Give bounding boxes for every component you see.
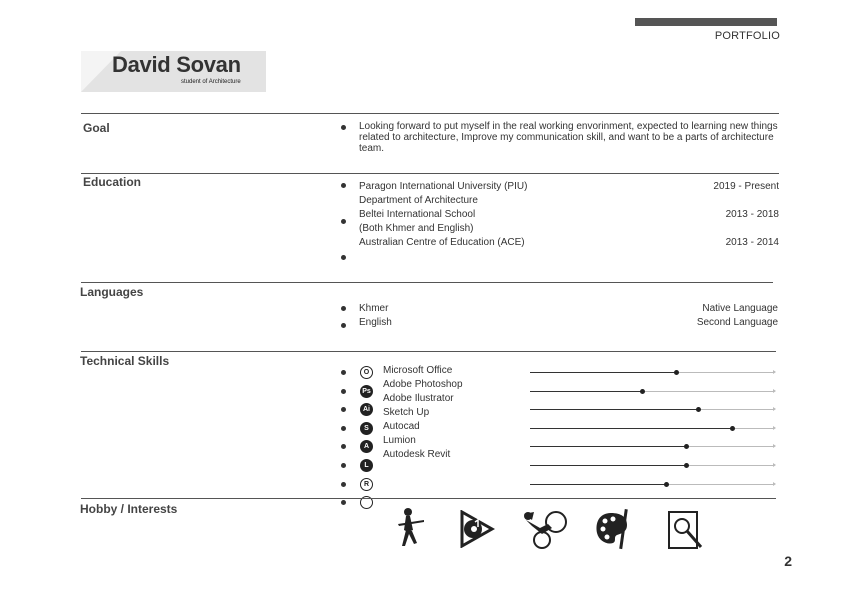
painting-palette-icon [593, 507, 633, 551]
header-accent-bar [635, 18, 777, 26]
skill-name: Adobe Photoshop [383, 379, 463, 390]
skill-level-fill [530, 372, 676, 373]
education-detail: (Both Khmer and English) [359, 223, 474, 234]
language-name: Khmer [359, 303, 389, 314]
skill-name: Adobe Ilustrator [383, 393, 454, 404]
language-name: English [359, 317, 392, 328]
lumion-icon: L [360, 459, 373, 472]
skill-level-marker [696, 407, 701, 412]
divider-languages [81, 282, 773, 283]
skill-name: Microsoft Office [383, 365, 453, 376]
skill-level-fill [530, 446, 686, 447]
education-school: Paragon International University (PIU) [359, 181, 528, 192]
languages-title: Languages [80, 285, 144, 299]
skill-track-end [773, 389, 776, 393]
skill-bullet [341, 444, 346, 449]
skill-level-marker [664, 482, 669, 487]
goal-text: Looking forward to put myself in the real working envorinment, expected to learning new things related to architecture, Improve my communication skill, and want to be a parts of architecture team. [359, 121, 778, 154]
person-name: David Sovan [112, 52, 241, 77]
autocad-icon: A [360, 440, 373, 453]
skill-bullet [341, 370, 346, 375]
divider-hobby [81, 498, 776, 499]
skill-track-end [773, 463, 776, 467]
skill-track-end [773, 444, 776, 448]
skill-level-marker [730, 426, 735, 431]
divider-skills [81, 351, 776, 352]
education-school: Australian Centre of Education (ACE) [359, 237, 525, 248]
divider-education [81, 173, 779, 174]
photoshop-icon: Ps [360, 385, 373, 398]
divider-goal [81, 113, 779, 114]
skill-track-end [773, 426, 776, 430]
education-bullet [341, 183, 346, 188]
language-bullet [341, 306, 346, 311]
skill-track-end [773, 370, 776, 374]
person-subtitle: student of Architecture [181, 79, 241, 85]
skill-level-fill [530, 391, 642, 392]
language-bullet [341, 323, 346, 328]
skills-title: Technical Skills [80, 354, 170, 368]
skill-level-fill [530, 409, 698, 410]
skill-level-marker [674, 370, 679, 375]
skill-track-end [773, 482, 776, 486]
skill-level-fill [530, 428, 732, 429]
music-play-icon [459, 510, 495, 548]
education-school: Beltei International School [359, 209, 476, 220]
language-level: Second Language [696, 317, 778, 328]
revit-icon: R [360, 478, 373, 491]
education-bullet [341, 255, 346, 260]
skill-bullet [341, 389, 346, 394]
skill-bullet [341, 500, 346, 505]
skill-level-marker [684, 463, 689, 468]
skill-level-marker [684, 444, 689, 449]
goal-bullet [341, 125, 346, 130]
skill-bullet [341, 426, 346, 431]
magnifier-icon [667, 510, 705, 550]
sketchup-icon: S [360, 422, 373, 435]
skill-name: Autocad [383, 421, 420, 432]
education-title: Education [83, 175, 142, 189]
office-icon: O [360, 366, 373, 379]
guitar-player-icon [394, 506, 428, 548]
portfolio-label: PORTFOLIO [714, 30, 780, 42]
skill-level-fill [530, 465, 686, 466]
skill-name: Lumion [383, 435, 416, 446]
language-level: Native Language [702, 303, 778, 314]
illustrator-icon: Ai [360, 403, 373, 416]
skill-level-marker [640, 389, 645, 394]
hobby-title: Hobby / Interests [80, 502, 178, 516]
skill-name: Sketch Up [383, 407, 430, 418]
education-bullet [341, 219, 346, 224]
skill-bullet [341, 463, 346, 468]
education-detail: Department of Architecture [359, 195, 478, 206]
education-years: 2013 - 2014 [725, 237, 779, 248]
skill-bullet [341, 407, 346, 412]
goal-title: Goal [83, 121, 110, 135]
education-years: 2019 - Present [713, 181, 779, 192]
skill-level-fill [530, 484, 666, 485]
skill-name: Autodesk Revit [383, 449, 451, 460]
cycling-icon [518, 508, 570, 550]
skill-track-end [773, 407, 776, 411]
skill-bullet [341, 482, 346, 487]
page-number: 2 [784, 553, 792, 569]
education-years: 2013 - 2018 [725, 209, 779, 220]
